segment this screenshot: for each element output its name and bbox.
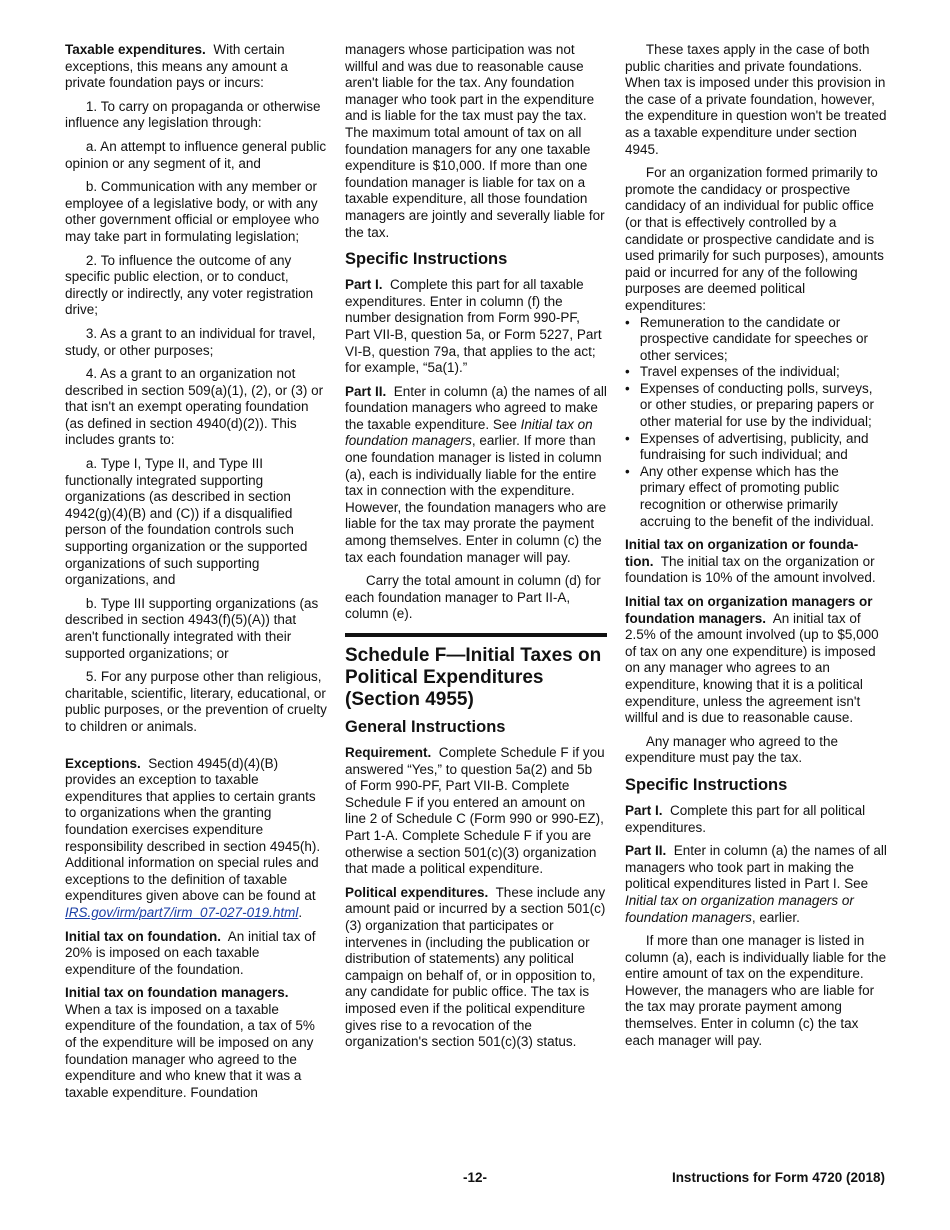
taxes-apply-paragraph: These taxes apply in the case of both public charities and private foundations. When tax is imposed under this provision in the case of a private foundation, however, the expenditure in question won't be treated as a taxable expenditure under section 4945. (625, 42, 887, 157)
list-item-3: 3. As a grant to an individual for travel, study, or other purposes; (65, 325, 316, 358)
list-item-4b: b. Type III supporting organizations (as described in section 4943(f)(5)(A)) that aren't functionally integrated with their supported organizations; or (65, 595, 319, 661)
specific-instructions-heading-f: Specific Instructions (625, 775, 788, 794)
multiple-managers-paragraph: If more than one manager is listed in column (a), each is individually liable for the entire amount of tax on the expenditure. However, the managers who are liable for the tax may prorate payment among themselves. Enter in column (c) the tax each manager will pay. (625, 933, 887, 1048)
bullet-text: Any other expense which has the primary effect of promoting public recognition or otherwise primarily accruing to the benefit of the individual. (639, 463, 874, 529)
requirement-heading: Requirement. (345, 745, 432, 760)
requirement-paragraph (345, 745, 607, 878)
list-item-4: 4. As a grant to an organization not described in section 509(a)(1), (2), or (3) or that isn't an exempt operating foundation (as defined in section 4940(d)(2)). This includes grants to: (65, 366, 324, 448)
exceptions-period: . (298, 904, 303, 920)
part2-text: Enter in column (a) the names of all foundation managers who agreed to make the taxable expenditure. See (345, 383, 607, 432)
bullet-icon: • (625, 314, 630, 330)
list-item-1: 1. To carry on propaganda or otherwise influence any legislation through: (65, 98, 321, 131)
part2-paragraph (345, 384, 607, 567)
specific-instructions-heading: Specific Instructions (345, 250, 508, 269)
page-number: -12- (462, 1170, 487, 1185)
part2-f-reference: Initial tax on organization managers or foundation managers (625, 892, 854, 925)
part2-f-paragraph (625, 843, 887, 926)
list-item-5: 5. For any purpose other than religious, charitable, scientific, literary, educational, or public purposes, or the prevention of cruelty to children or animals. (65, 669, 327, 734)
list-item-4a: a. Type I, Type II, and Type III functionally integrated supporting organizations (as described in section 4942(g)(4)(B) and (C)) if a disqualified person of the foundation controls such supporting organization or the supported organizations of such supporting organizations, and (65, 456, 308, 588)
list-item-1b: b. Communication with any member or employee of a legislative body, or with any other government official or employee who may take part in formulating legislation; (65, 179, 320, 244)
list-item (625, 364, 887, 381)
part1-f-text: Complete this part for all political expenditures. (625, 802, 866, 835)
list-item (625, 315, 887, 365)
initial-tax-foundation-heading: Initial tax on foundation. (65, 928, 221, 944)
bullet-text: Expenses of advertising, publicity, and fundraising for such individual; and (639, 430, 869, 463)
initial-tax-organization-text: The initial tax on the organization or foundation is 10% of the amount involved. (625, 553, 876, 586)
form-title-footer: Instructions for Form 4720 (2018) (671, 1170, 885, 1185)
initial-tax-managers-heading: Initial tax on foundation managers. (65, 985, 289, 1001)
initial-tax-org-managers-text: An initial tax of 2.5% of the amount involved (up to $5,000 of tax on any one expenditure) is imposed on any manager who agrees to an expenditure, knowing that it is a political expenditure, unless the agreement isn't willful and is due to reasonable cause. (625, 610, 879, 726)
part1-paragraph (345, 277, 607, 377)
any-manager-paragraph: Any manager who agreed to the expenditure must pay the tax. (625, 733, 839, 766)
bullet-icon: • (625, 463, 630, 479)
column-right (625, 42, 887, 1056)
exceptions-paragraph (65, 756, 327, 922)
irm-link[interactable]: IRS.gov/irm/part7/irm_07-027-019.html (65, 904, 299, 920)
initial-tax-organization-heading: Initial tax on organization or founda-tion. (625, 537, 859, 569)
taxable-expenditures-heading: Taxable expenditures. (65, 42, 206, 57)
general-instructions-heading: General Instructions (345, 718, 506, 736)
initial-tax-organization-paragraph (625, 537, 887, 587)
political-expenditures-paragraph (345, 885, 607, 1051)
taxable-expenditures-text: With certain exceptions, this means any amount a private foundation pays or incurs: (65, 42, 288, 91)
part1-text: Complete this part for all taxable expenditures. Enter in column (f) the number designation from Form 990-PF, Part VII-B, question 5a, or Form 5227, Part VI-B, question 79a, that applies to the act; for example, “5a(1).” (345, 277, 602, 376)
initial-tax-managers-text: When a tax is imposed on a taxable expenditure of the foundation, a tax of 5% of the expenditure will be imposed on any foundation manager who agreed to the expenditure and who knew that it was a taxable expenditure. Foundation (65, 1001, 315, 1100)
schedule-f-title: Schedule F—Initial Taxes on Political Expenditures (Section 4955) (345, 645, 602, 710)
bullet-icon: • (625, 364, 630, 380)
column-left (65, 42, 327, 1108)
list-item-1a: a. An attempt to influence general public opinion or any segment of it, and (65, 138, 327, 171)
bullet-text: Expenses of conducting polls, surveys, or other studies, or preparing papers or other material for use by the individual; (639, 380, 874, 430)
bullet-text: Remuneration to the candidate or prospective candidate for speeches or other services; (639, 314, 868, 363)
initial-tax-org-managers-heading: Initial tax on organization managers or foundation managers. (625, 594, 873, 626)
part2-label: Part II. (345, 383, 387, 399)
carry-paragraph: Carry the total amount in column (d) for each foundation manager to Part II-A, column (e). (345, 573, 601, 622)
political-expenditures-heading: Political expenditures. (345, 884, 489, 900)
part2-reference: Initial tax on foundation managers (345, 416, 593, 449)
part2-text-cont: , earlier. If more than one foundation manager is listed in column (a), each is individually liable for the entire tax in connection with the expenditure. However, the foundation managers who are liable for the tax may prorate the payment among themselves. Enter in column (c) the tax each foundation manager will pay. (345, 433, 607, 565)
section-divider (345, 633, 607, 637)
initial-tax-foundation-paragraph (65, 929, 327, 979)
exceptions-text: Section 4945(d)(4)(B) provides an exception to taxable expenditures that applies to certain grants to organizations when the granting foundation exercises expenditure responsibility described in section 4945(h). Additional information on special rules and exceptions to the definition of taxable expenditures given above can be found at (65, 755, 321, 904)
organization-formed-paragraph: For an organization formed primarily to promote the candidacy or prospective candidacy of an individual for public office (or that is effectively controlled by a candidate or prospective candidate and is used primarily for such purposes), amounts paid or incurred for any of the following purposes are deemed political expenditures: (625, 165, 884, 313)
part1-label: Part I. (345, 277, 383, 293)
part2-f-label: Part II. (625, 843, 667, 859)
list-item (625, 464, 887, 530)
requirement-text: Complete Schedule F if you answered “Yes,” to question 5a(2) and 5b of Form 990-PF, Part VII-B. Complete Schedule F if you entered an amount on line 2 of Schedule C (Form 990 or 990-EZ), Part 1-A. Complete Schedule F if you are otherwise a section 501(c)(3) organization that made a political expenditure. (345, 745, 605, 877)
initial-tax-managers-paragraph (65, 985, 327, 1101)
part1-f-label: Part I. (625, 802, 663, 818)
managers-continued-paragraph: managers whose participation was not willful and was due to reasonable cause aren't liable for the tax. Any foundation manager who took part in the expenditure and is liable for the tax must pay the tax. The maximum total amount of tax on all foundation managers for any one taxable expenditure is $10,000. If more than one foundation manager is liable for tax on a taxable expenditure, all those foundation managers are jointly and severally liable for the tax. (345, 42, 605, 240)
initial-tax-foundation-text: An initial tax of 20% is imposed on each taxable expenditure of the foundation. (65, 928, 316, 977)
political-expenditures-text: These include any amount paid or incurred by a section 501(c)(3) organization that participates or intervenes in (including the publication or distribution of statements) any political campaign on behalf of, or in opposition to, any candidate for public office. The tax is imposed even if the political expenditure gives rise to a revocation of the organization's section 501(c)(3) status. (345, 884, 606, 1050)
bullet-icon: • (625, 430, 630, 446)
part2-f-text-cont: , earlier. (751, 909, 800, 925)
list-item (625, 381, 887, 431)
part1-f-paragraph (625, 803, 887, 836)
column-middle (345, 42, 607, 1058)
bullet-icon: • (625, 380, 630, 396)
list-item-2: 2. To influence the outcome of any specific public election, or to conduct, directly or indirectly, any voter registration drive; (65, 252, 314, 318)
list-item (625, 431, 887, 464)
initial-tax-org-managers-paragraph (625, 594, 887, 727)
exceptions-heading: Exceptions. (65, 755, 141, 771)
taxable-expenditures-paragraph (65, 42, 327, 92)
bullet-text: Travel expenses of the individual; (639, 364, 840, 380)
part2-f-text: Enter in column (a) the names of all managers who took part in making the political expenditures listed in Part I. See (625, 843, 887, 892)
